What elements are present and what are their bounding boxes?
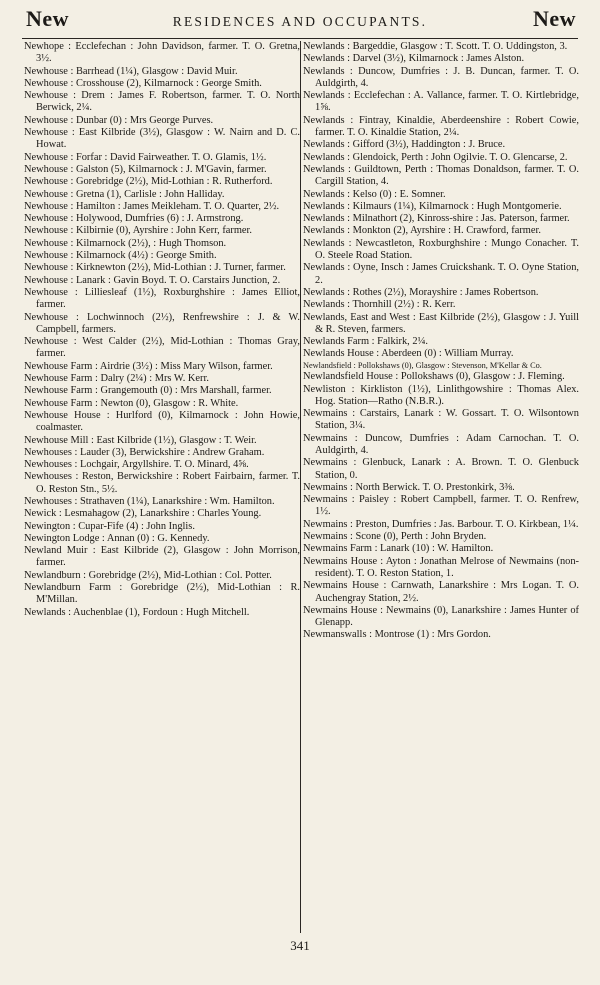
directory-entry: Newhouse : Hamilton : James Meikleham. T. O. Quarter, 2½. <box>24 200 280 212</box>
directory-entry: Newland Muir : East Kilbride (2), Glasgow : John Morrison, farmer. <box>24 545 300 569</box>
directory-entry: Newlands : Kilmaurs (1¼), Kilmarnock : Hugh Montgomerie. <box>303 200 562 212</box>
directory-entry: Newlands : Duncow, Dumfries : J. B. Duncan, farmer. T. O. Auldgirth, 4. <box>303 65 579 89</box>
directory-entry: Newlands : Monkton (2), Ayrshire : H. Crawford, farmer. <box>303 225 541 237</box>
directory-entry: Newhouse : Galston (5), Kilmarnock : J. M'Gavin, farmer. <box>24 163 267 175</box>
directory-entry: Newhouse : Kirknewton (2½), Mid-Lothian : J. Turner, farmer. <box>24 262 286 274</box>
directory-entry: Newlands, East and West : East Kilbride (2½), Glasgow : J. Yuill & R. Steven, farmers. <box>303 311 579 335</box>
directory-entry: Newlands : Bargeddie, Glasgow : T. Scott. T. O. Uddingston, 3. <box>303 41 568 52</box>
directory-entry: Newlandsfield : Pollokshaws (0), Glasgow : Stevenson, M'Kellar & Co. <box>303 360 542 370</box>
directory-entry: Newmains : Carstairs, Lanark : W. Gossart. T. O. Wilsontown Station, 3¼. <box>303 408 579 432</box>
header-title: RESIDENCES AND OCCUPANTS. <box>172 14 428 29</box>
directory-entry: Newhouse : Barrhead (1¼), Glasgow : David Muir. <box>24 65 238 77</box>
directory-entry: Newlands : Kelso (0) : E. Somner. <box>303 188 446 200</box>
directory-entry: Newmains House : Ayton : Jonathan Melrose of Newmains (non-resident). T. O. Reston Station, 1. <box>303 555 579 579</box>
page-header <box>22 6 578 34</box>
directory-entry: Newlands : Newcastleton, Roxburghshire : Mungo Conacher. T. O. Steele Road Station. <box>303 237 579 262</box>
directory-entry: Newhouse : Lilliesleaf (1½), Roxburghshire : James Elliot, farmer. <box>24 286 300 311</box>
directory-entry: Newhouse : Gorebridge (2½), Mid-Lothian : R. Rutherford. <box>24 176 273 188</box>
directory-entry: Newhouse Mill : East Kilbride (1½), Glasgow : T. Weir. <box>24 434 257 446</box>
directory-entry: Newlands : Fintray, Kinaldie, Aberdeenshire : Robert Cowie, farmer. T. O. Kinaldie Station, 2¼. <box>303 114 579 139</box>
directory-entry: Newlandsfield House : Pollokshaws (0), Glasgow : J. Fleming. <box>303 371 565 383</box>
directory-entry: Newhouse : Dunbar (0) : Mrs George Purves. <box>24 114 214 126</box>
directory-entry: Newmains : North Berwick. T. O. Prestonkirk, 3⅜. <box>303 481 515 493</box>
directory-entry: Newlands : Rothes (2½), Morayshire : James Robertson. <box>303 286 539 298</box>
header-right-word: New <box>532 6 576 31</box>
directory-entry: Newlands : Ecclefechan : A. Vallance, farmer. T. O. Kirtlebridge, 1⅝. <box>303 90 579 114</box>
directory-entry: Newliston : Kirkliston (1½), Linlithgowshire : Thomas Alex. Hog. Station—Ratho (N.B.R.). <box>303 383 579 407</box>
directory-entry: Newmanswalls : Montrose (1) : Mrs Gordon. <box>303 629 491 641</box>
directory-entry: Newhouse : Drem : James F. Robertson, farmer. T. O. North Berwick, 2¼. <box>24 90 300 114</box>
directory-entry: Newhouse Farm : Newton (0), Glasgow : R. White. <box>24 397 239 409</box>
directory-entry: Newmains : Duncow, Dumfries : Adam Carnochan. T. O. Auldgirth, 4. <box>303 432 579 456</box>
directory-entry: Newhouse : Forfar : David Fairweather. T. O. Glamis, 1½. <box>24 151 267 163</box>
directory-entry: Newhouse : Kilmarnock (2½), : Hugh Thomson. <box>24 237 227 249</box>
directory-entry: Newlandburn Farm : Gorebridge (2½), Mid-Lothian : R. M'Millan. <box>24 582 300 606</box>
directory-entry: Newington Lodge : Annan (0) : G. Kennedy. <box>24 532 210 544</box>
directory-entry: Newmains Farm : Lanark (10) : W. Hamilton. <box>303 543 494 555</box>
directory-entry: Newhouse : Lochwinnoch (2½), Renfrewshire : J. & W. Campbell, farmers. <box>24 311 300 335</box>
directory-entry: Newmains : Scone (0), Perth : John Bryden. <box>303 531 487 543</box>
directory-entry: Newhouse Farm : Dalry (2¼) : Mrs W. Kerr. <box>24 373 209 385</box>
directory-entry: Newhouses : Strathaven (1¼), Lanarkshire : Wm. Hamilton. <box>24 495 275 507</box>
directory-entry: Newlands : Gifford (3½), Haddington : J. Bruce. <box>303 139 506 151</box>
header-rule <box>22 38 578 39</box>
header-left-word: New <box>26 6 70 31</box>
directory-entry: Newhouses : Lauder (3), Berwickshire : Andrew Graham. <box>24 446 265 458</box>
directory-entry: Newlands : Auchenblae (1), Fordoun : Hugh Mitchell. <box>24 606 250 618</box>
directory-entry: Newington : Cupar-Fife (4) : John Inglis. <box>24 520 195 532</box>
directory-entry: Newlands : Milnathort (2), Kinross-shire : Jas. Paterson, farmer. <box>303 213 570 225</box>
directory-entry: Newmains : Preston, Dumfries : Jas. Barbour. T. O. Kirkbean, 1¼. <box>303 518 579 530</box>
directory-entry: Newhouse : West Calder (2½), Mid-Lothian : Thomas Gray, farmer. <box>24 336 300 360</box>
directory-entry: Newhope : Ecclefechan : John Davidson, farmer. T. O. Gretna, 3½. <box>24 41 300 65</box>
column-divider <box>300 41 301 933</box>
directory-entry: Newlands : Glendoick, Perth : John Ogilvie. T. O. Glencarse, 2. <box>303 151 568 163</box>
directory-entry: Newlands : Darvel (3½), Kilmarnock : James Alston. <box>303 53 525 65</box>
directory-entry: Newlandburn : Gorebridge (2½), Mid-Lothian : Col. Potter. <box>24 569 272 581</box>
directory-entry: Newmains House : Newmains (0), Lanarkshire : James Hunter of Glenapp. <box>303 604 579 629</box>
directory-entry: Newhouse : Kilmarnock (4½) : George Smith. <box>24 250 217 262</box>
right-column <box>303 41 579 931</box>
directory-entry: Newhouse Farm : Grangemouth (0) : Mrs Marshall, farmer. <box>24 385 272 397</box>
page-number: 341 <box>290 938 310 953</box>
directory-entry: Newhouse House : Hurlford (0), Kilmarnock : John Howie, coalmaster. <box>24 409 300 434</box>
directory-entry: Newhouse : Holywood, Dumfries (6) : J. Armstrong. <box>24 213 244 225</box>
directory-entry: Newlands Farm : Falkirk, 2¼. <box>303 336 428 348</box>
directory-entry: Newhouse : Kilbirnie (0), Ayrshire : John Kerr, farmer. <box>24 225 253 237</box>
directory-entry: Newick : Lesmahagow (2), Lanarkshire : Charles Young. <box>24 508 262 520</box>
directory-entry: Newlands House : Aberdeen (0) : William Murray. <box>303 348 514 360</box>
directory-entry: Newlands : Oyne, Insch : James Cruickshank. T. O. Oyne Station, 2. <box>303 262 579 286</box>
directory-entry: Newhouse : Gretna (1), Carlisle : John Halliday. <box>24 188 225 200</box>
directory-entry: Newhouse : Crosshouse (2), Kilmarnock : George Smith. <box>24 77 262 89</box>
directory-entry: Newlands : Guildtown, Perth : Thomas Donaldson, farmer. T. O. Cargill Station, 4. <box>303 163 579 188</box>
directory-entry: Newhouse : Lanark : Gavin Boyd. T. O. Carstairs Junction, 2. <box>24 274 281 286</box>
directory-entry: Newhouse : East Kilbride (3½), Glasgow : W. Nairn and D. C. Howat. <box>24 127 300 151</box>
directory-entry: Newmains : Paisley : Robert Campbell, farmer. T. O. Renfrew, 1½. <box>303 494 579 518</box>
directory-entry: Newhouses : Reston, Berwickshire : Robert Fairbairn, farmer. T. O. Reston Stn., 5½. <box>24 471 300 495</box>
directory-entry: Newmains : Glenbuck, Lanark : A. Brown. T. O. Glenbuck Station, 0. <box>303 457 579 481</box>
directory-entry: Newmains House : Carnwath, Lanarkshire : Mrs Logan. T. O. Auchengray Station, 2½. <box>303 580 579 604</box>
left-column <box>24 41 300 931</box>
directory-entry: Newlands : Thornhill (2½) : R. Kerr. <box>303 299 456 311</box>
directory-entry: Newhouse Farm : Airdrie (3½) : Miss Mary Wilson, farmer. <box>24 360 273 372</box>
directory-entry: Newhouses : Lochgair, Argyllshire. T. O. Minard, 4⅝. <box>24 459 249 471</box>
